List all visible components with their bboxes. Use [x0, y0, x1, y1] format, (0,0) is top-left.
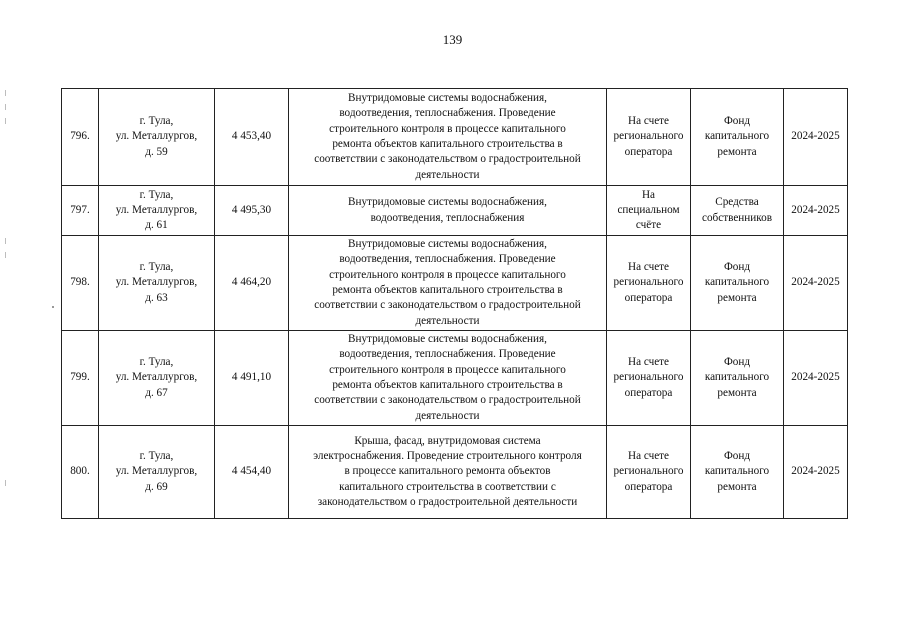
row-period: 2024-2025	[784, 236, 848, 331]
row-work-description-line: соответствии с законодательством о градостроительной	[314, 394, 581, 407]
row-account-type-line: оператора	[624, 386, 673, 399]
row-work-description-line: строительного контроля в процессе капитального	[329, 122, 566, 135]
row-funding-source-line: капитального	[704, 130, 770, 143]
row-account-type-line: оператора	[624, 145, 673, 158]
row-address-line: г. Тула,	[139, 450, 174, 463]
row-address-line: д. 61	[145, 219, 168, 232]
row-cost: 4 453,40	[215, 89, 289, 186]
row-work-description-line: водоотведения, теплоснабжения. Проведение	[339, 348, 556, 361]
row-account-type	[607, 89, 691, 186]
row-account-type	[607, 426, 691, 519]
row-account-type-line: На	[641, 188, 656, 201]
row-funding-source-line: капитального	[704, 276, 770, 289]
row-cost: 4 454,40	[215, 426, 289, 519]
row-account-type-line: специальном	[617, 203, 680, 216]
row-address-line: ул. Металлургов,	[115, 371, 198, 384]
row-funding-source-line: ремонта	[717, 386, 757, 399]
row-work-description-line: деятельности	[415, 168, 480, 181]
row-account-type-line: На счете	[627, 450, 670, 463]
page-number: 139	[442, 32, 463, 47]
row-funding-source-line: капитального	[704, 371, 770, 384]
row-funding-source-line: ремонта	[717, 480, 757, 493]
row-address-line: г. Тула,	[139, 188, 174, 201]
row-work-description	[289, 89, 607, 186]
row-period: 2024-2025	[784, 426, 848, 519]
row-funding-source	[691, 186, 784, 236]
scan-mark	[5, 252, 6, 258]
row-work-description-line: Крыша, фасад, внутридомовая система	[354, 434, 541, 447]
row-work-description-line: водоотведения, теплоснабжения	[370, 211, 525, 224]
row-period: 2024-2025	[784, 331, 848, 426]
row-number: 798.	[62, 236, 99, 331]
row-work-description	[289, 186, 607, 236]
row-work-description-line: Внутридомовые системы водоснабжения,	[348, 238, 547, 251]
row-period: 2024-2025	[784, 89, 848, 186]
row-address-line: д. 63	[145, 291, 168, 304]
row-address	[99, 186, 215, 236]
row-work-description-line: строительного контроля в процессе капитального	[329, 363, 566, 376]
row-work-description-line: водоотведения, теплоснабжения. Проведение	[339, 107, 556, 120]
row-account-type-line: регионального	[613, 465, 684, 478]
row-funding-source-line: капитального	[704, 465, 770, 478]
row-period: 2024-2025	[784, 186, 848, 236]
row-work-description	[289, 331, 607, 426]
repair-program-table	[61, 88, 848, 519]
row-cost: 4 495,30	[215, 186, 289, 236]
row-address-line: ул. Металлургов,	[115, 465, 198, 478]
row-account-type-line: На счете	[627, 115, 670, 128]
row-funding-source-line: Средства	[715, 196, 759, 209]
row-number: 799.	[62, 331, 99, 426]
row-funding-source	[691, 89, 784, 186]
row-work-description-line: строительного контроля в процессе капитального	[329, 268, 566, 281]
row-work-description-line: в процессе капитального ремонта объектов	[344, 465, 551, 478]
scan-mark	[5, 238, 6, 244]
row-address-line: г. Тула,	[139, 115, 174, 128]
row-work-description-line: соответствии с законодательством о градостроительной	[314, 299, 581, 312]
table-body	[62, 89, 848, 519]
row-work-description-line: ремонта объектов капитального строительства в	[332, 284, 563, 296]
row-number: 797.	[62, 186, 99, 236]
row-address-line: д. 59	[145, 145, 168, 158]
row-work-description-line: соответствии с законодательством о градостроительной	[314, 153, 581, 166]
row-account-type-line: оператора	[624, 291, 673, 304]
row-work-description-line: электроснабжения. Проведение строительного контроля	[313, 450, 582, 463]
row-account-type-line: счёте	[635, 219, 662, 232]
row-address	[99, 426, 215, 519]
row-funding-source-line: собственников	[702, 211, 772, 224]
table-row	[62, 236, 848, 331]
row-cost: 4 464,20	[215, 236, 289, 331]
row-address-line: ул. Металлургов,	[115, 130, 198, 143]
row-account-type-line: На счете	[627, 261, 670, 274]
row-funding-source	[691, 236, 784, 331]
row-work-description-line: Внутридомовые системы водоснабжения,	[348, 92, 547, 105]
row-address	[99, 89, 215, 186]
row-funding-source-line: Фонд	[723, 450, 751, 463]
row-account-type-line: оператора	[624, 480, 673, 493]
scan-mark	[52, 306, 54, 308]
scan-mark	[5, 104, 6, 110]
scan-mark	[5, 480, 6, 486]
table-row	[62, 186, 848, 236]
row-number: 796.	[62, 89, 99, 186]
row-address-line: г. Тула,	[139, 356, 174, 369]
row-address	[99, 236, 215, 331]
row-funding-source-line: Фонд	[723, 261, 751, 274]
row-funding-source-line: Фонд	[723, 115, 751, 128]
table-row	[62, 426, 848, 519]
row-work-description-line: Внутридомовые системы водоснабжения,	[348, 333, 547, 346]
row-work-description-line: ремонта объектов капитального строительства в	[332, 379, 563, 391]
row-address	[99, 331, 215, 426]
row-work-description-line: деятельности	[415, 409, 480, 422]
row-funding-source	[691, 426, 784, 519]
row-work-description-line: капитального строительства в соответствии с	[339, 480, 556, 493]
row-cost: 4 491,10	[215, 331, 289, 426]
table-row	[62, 89, 848, 186]
row-address-line: ул. Металлургов,	[115, 276, 198, 289]
row-account-type	[607, 236, 691, 331]
row-work-description-line: водоотведения, теплоснабжения. Проведение	[339, 253, 556, 266]
row-work-description	[289, 236, 607, 331]
row-work-description	[289, 426, 607, 519]
row-funding-source-line: ремонта	[717, 145, 757, 158]
row-funding-source-line: ремонта	[717, 291, 757, 304]
row-funding-source	[691, 331, 784, 426]
table-row	[62, 331, 848, 426]
row-account-type-line: регионального	[613, 276, 684, 289]
row-number: 800.	[62, 426, 99, 519]
row-account-type-line: На счете	[627, 356, 670, 369]
row-address-line: г. Тула,	[139, 261, 174, 274]
row-work-description-line: деятельности	[415, 314, 480, 327]
row-address-line: ул. Металлургов,	[115, 203, 198, 216]
row-work-description-line: ремонта объектов капитального строительства в	[332, 138, 563, 150]
row-account-type	[607, 186, 691, 236]
scan-mark	[5, 90, 6, 96]
row-work-description-line: Внутридомовые системы водоснабжения,	[348, 196, 547, 209]
row-account-type-line: регионального	[613, 371, 684, 384]
row-work-description-line: законодательством о градостроительной деятельности	[317, 495, 578, 508]
row-address-line: д. 67	[145, 386, 168, 399]
row-funding-source-line: Фонд	[723, 356, 751, 369]
row-account-type	[607, 331, 691, 426]
row-address-line: д. 69	[145, 480, 168, 493]
scan-mark	[5, 118, 6, 124]
row-account-type-line: регионального	[613, 130, 684, 143]
